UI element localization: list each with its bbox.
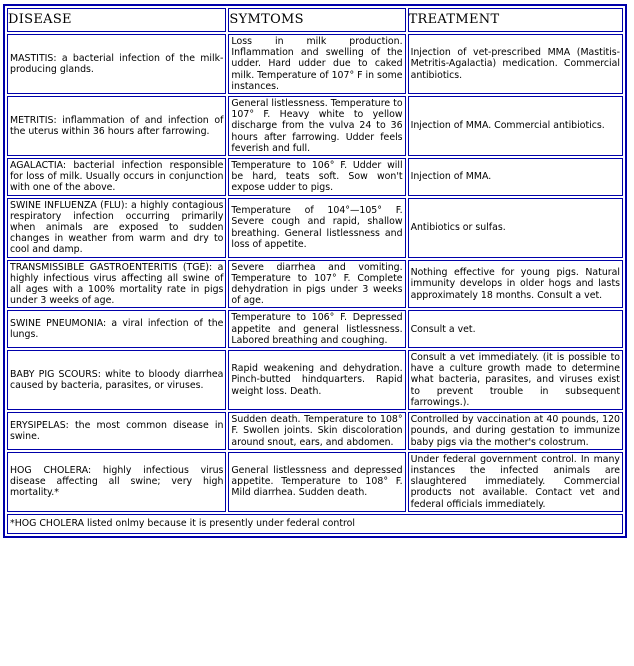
disease-cell: HOG CHOLERA: highly infectious virus disease affecting all swine; very high mortality.*	[7, 452, 226, 512]
treatment-cell: Consult a vet immediately. (it is possible to have a culture growth made to determine what bacteria, parasites, and viruses exist to prevent trouble in subsequent farrowings.).	[408, 350, 623, 410]
disease-cell: METRITIS: inflammation of and infection of the uterus within 36 hours after farrowing.	[7, 96, 226, 156]
table-row	[7, 198, 623, 258]
symptoms-cell: Temperature of 104°—105° F. Severe cough and rapid, shallow breathing. General listlessness and loss of appetite.	[228, 198, 405, 258]
table-row	[7, 310, 623, 348]
header-row	[7, 8, 623, 32]
symptoms-cell: General listlessness and depressed appetite. Temperature to 108° F. Mild diarrhea. Sudden death.	[228, 452, 405, 512]
footnote-row	[7, 514, 623, 534]
disease-cell: BABY PIG SCOURS: white to bloody diarrhea caused by bacteria, parasites, or viruses.	[7, 350, 226, 410]
disease-cell: MASTITIS: a bacterial infection of the milk-producing glands.	[7, 34, 226, 94]
header-symptoms: SYMTOMS	[228, 8, 405, 32]
header-disease: DISEASE	[7, 8, 226, 32]
symptoms-cell: Temperature to 106° F. Depressed appetite and general listlessness. Labored breathing and coughing.	[228, 310, 405, 348]
table-row	[7, 412, 623, 450]
disease-cell: SWINE INFLUENZA (FLU): a highly contagious respiratory infection occurring primarily when animals are exposed to sudden changes in weather from warm and dry to cool and damp.	[7, 198, 226, 258]
table-row	[7, 452, 623, 512]
table-row	[7, 350, 623, 410]
treatment-cell: Injection of vet-prescribed MMA (Mastitis-Metritis-Agalactia) medication. Commercial antibiotics.	[408, 34, 623, 94]
header-treatment: TREATMENT	[408, 8, 623, 32]
table-row	[7, 96, 623, 156]
treatment-cell: Injection of MMA.	[408, 158, 623, 196]
disease-cell: TRANSMISSIBLE GASTROENTERITIS (TGE): a highly infectious virus affecting all swine of all ages with a 100% mortality rate in pigs under 3 weeks of age.	[7, 260, 226, 309]
treatment-cell: Nothing effective for young pigs. Natural immunity develops in older hogs and lasts approximately 18 months. Consult a vet.	[408, 260, 623, 309]
footnote: *HOG CHOLERA listed onlmy because it is presently under federal control	[7, 514, 623, 534]
symptoms-cell: Rapid weakening and dehydration. Pinch-butted hindquarters. Rapid weight loss. Death.	[228, 350, 405, 410]
disease-cell: SWINE PNEUMONIA: a viral infection of the lungs.	[7, 310, 226, 348]
treatment-cell: Under federal government control. In many instances the infected animals are slaughtered immediately. Commercial products not available. Contact vet and federal officials immediately.	[408, 452, 623, 512]
symptoms-cell: Severe diarrhea and vomiting. Temperature to 107° F. Complete dehydration in pigs under 3 weeks of age.	[228, 260, 405, 309]
table-row	[7, 158, 623, 196]
symptoms-cell: Temperature to 106° F. Udder will be hard, teats soft. Sow won't expose udder to pigs.	[228, 158, 405, 196]
treatment-cell: Consult a vet.	[408, 310, 623, 348]
disease-cell: AGALACTIA: bacterial infection responsible for loss of milk. Usually occurs in conjunction with one of the above.	[7, 158, 226, 196]
table-row	[7, 260, 623, 309]
symptoms-cell: Loss in milk production. Inflammation and swelling of the udder. Hard udder due to caked milk. Temperature of 107° F in some instances.	[228, 34, 405, 94]
treatment-cell: Injection of MMA. Commercial antibiotics.	[408, 96, 623, 156]
symptoms-cell: Sudden death. Temperature to 108° F. Swollen joints. Skin discoloration around snout, ears, and abdomen.	[228, 412, 405, 450]
treatment-cell: Controlled by vaccination at 40 pounds, 120 pounds, and during gestation to immunize baby pigs via the mother's colostrum.	[408, 412, 623, 450]
swine-disease-table	[3, 4, 627, 538]
table-row	[7, 34, 623, 94]
symptoms-cell: General listlessness. Temperature to 107° F. Heavy white to yellow discharge from the vulva 24 to 36 hours after farrowing. Udder feels feverish and full.	[228, 96, 405, 156]
treatment-cell: Antibiotics or sulfas.	[408, 198, 623, 258]
disease-cell: ERYSIPELAS: the most common disease in swine.	[7, 412, 226, 450]
